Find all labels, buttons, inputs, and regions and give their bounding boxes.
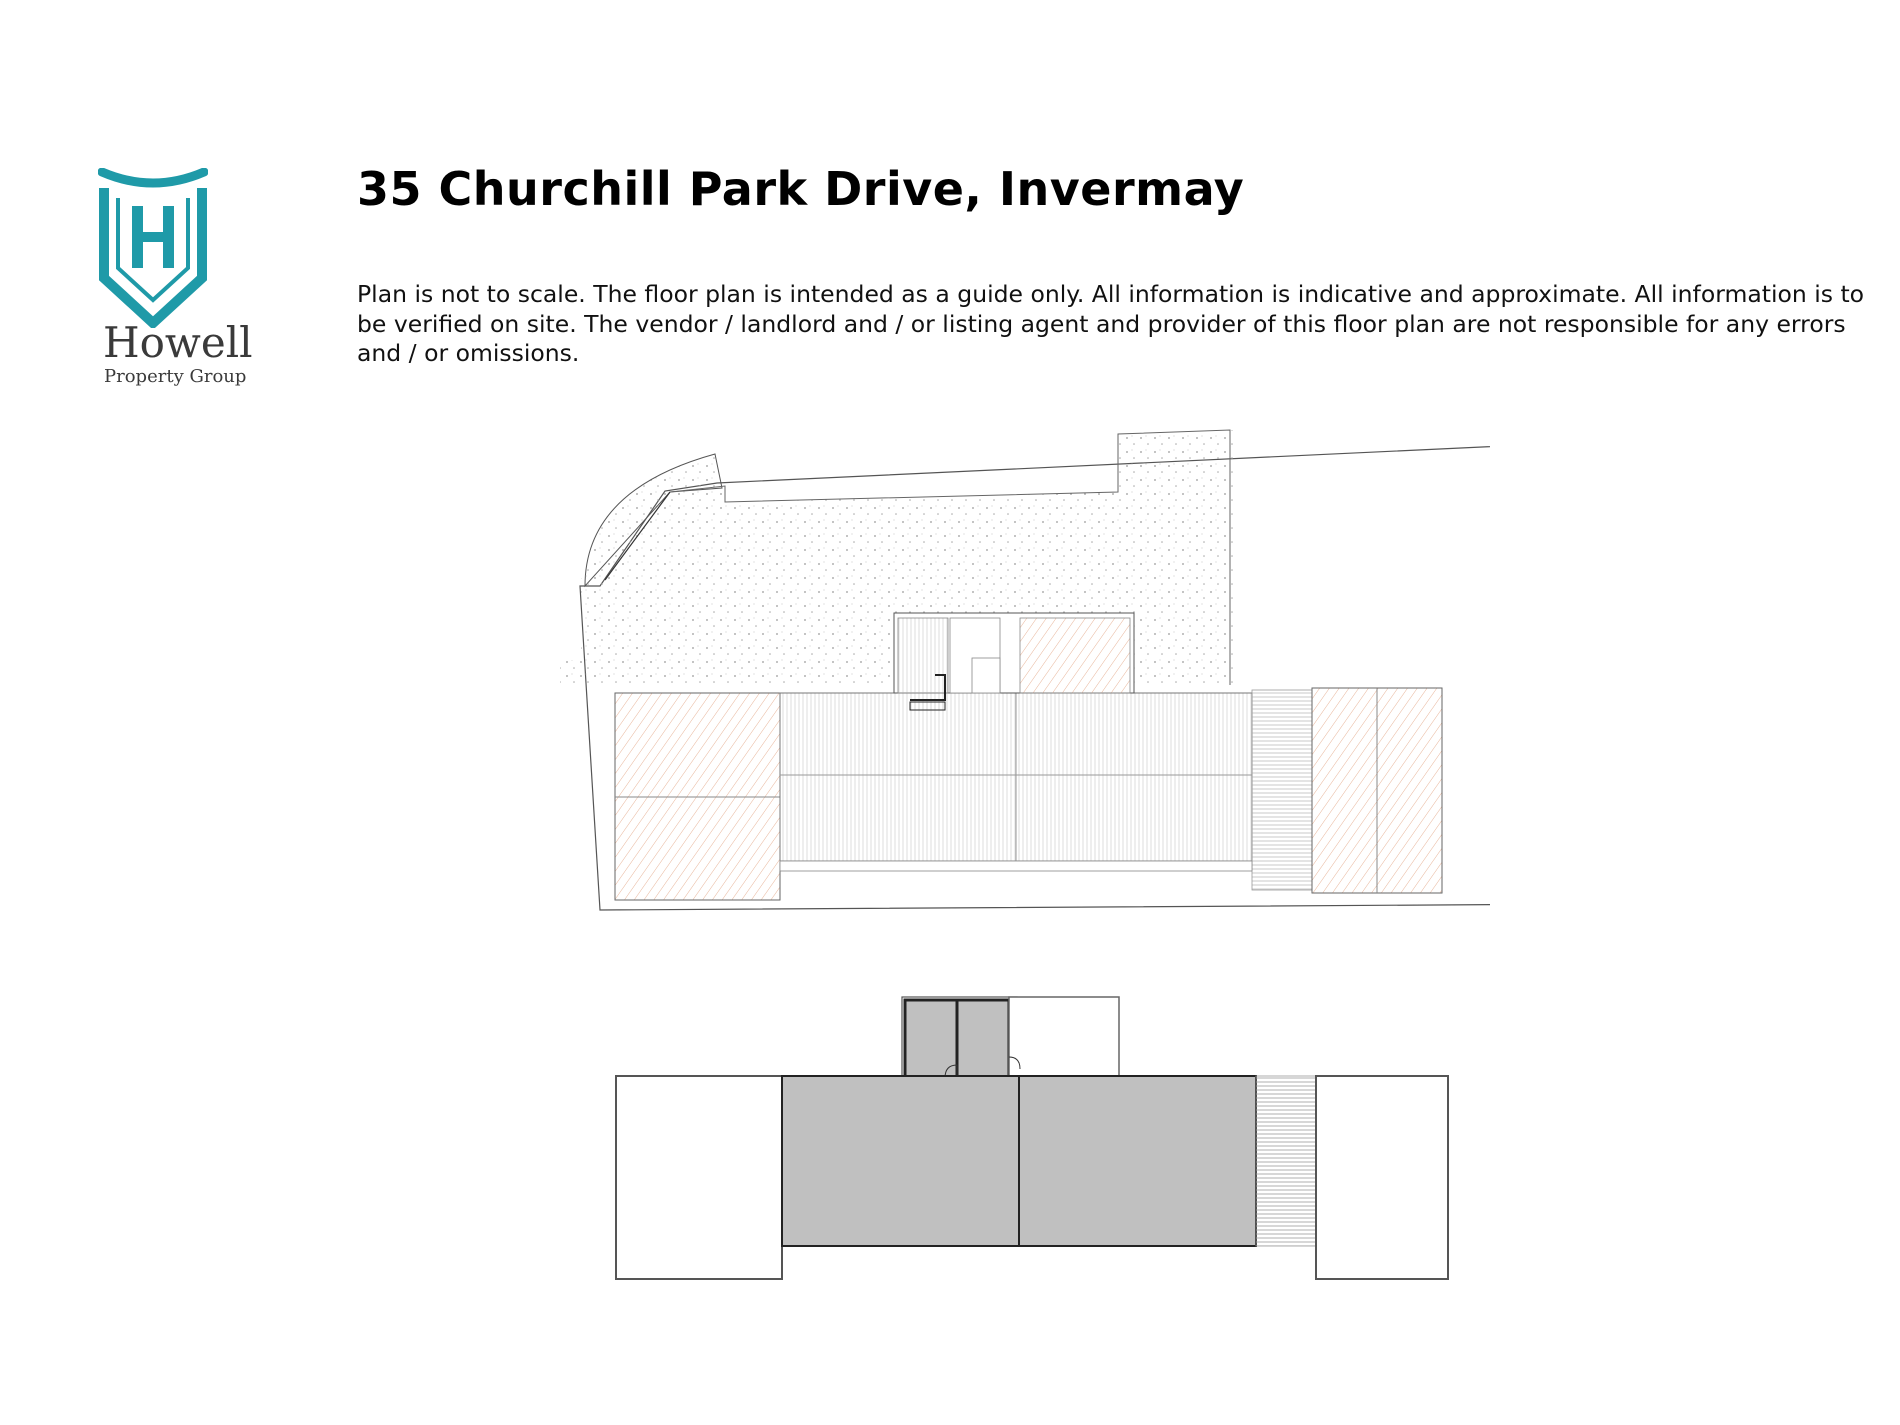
shield-h-icon	[98, 168, 208, 328]
disclaimer-text: Plan is not to scale. The floor plan is intended as a guide only. All information is indicative and approximate. All information is to be verified on site. The vendor / landlord and / or listing agent and provider of this floor plan are not responsible for any errors and / or omissions.	[357, 280, 1865, 367]
page-title: 35 Churchill Park Drive, Invermay	[357, 162, 1245, 216]
floor-plan-drawing	[600, 985, 1480, 1285]
howell-logo	[98, 168, 278, 398]
brand-subtitle: Property Group	[104, 366, 247, 387]
brand-name: Howell	[103, 318, 253, 367]
site-plan-drawing	[550, 420, 1490, 940]
